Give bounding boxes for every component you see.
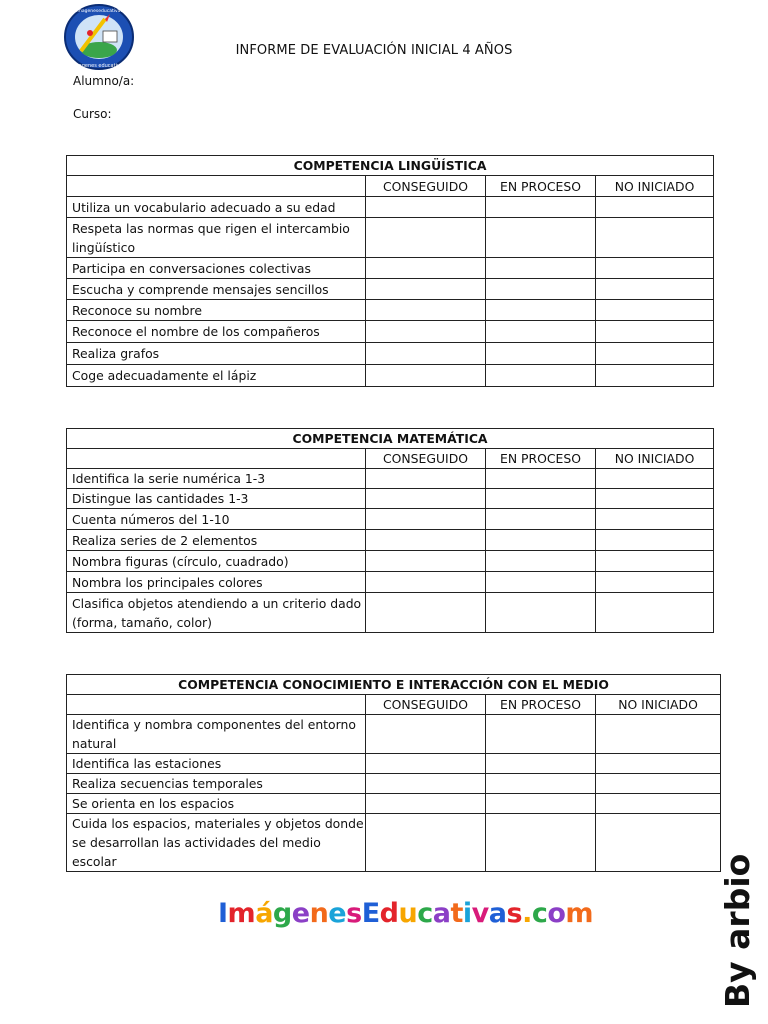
criterion-label: Clasifica objetos atendiendo a un criterio dado (forma, tamaño, color) <box>67 593 366 633</box>
brand-letter: v <box>471 898 489 929</box>
criterion-label: Cuenta números del 1-10 <box>67 509 366 530</box>
table-row <box>67 774 721 794</box>
table-row <box>67 489 714 509</box>
cell-conseguido[interactable] <box>366 197 486 218</box>
cell-conseguido[interactable] <box>366 794 486 814</box>
cell-en-proceso[interactable] <box>486 551 596 572</box>
section-title: COMPETENCIA CONOCIMIENTO E INTERACCIÓN CON EL MEDIO <box>67 675 721 695</box>
cell-en-proceso[interactable] <box>486 258 596 279</box>
cell-en-proceso[interactable] <box>486 794 596 814</box>
cell-conseguido[interactable] <box>366 774 486 794</box>
cell-no-iniciado[interactable] <box>596 530 714 551</box>
criterion-label: Reconoce su nombre <box>67 300 366 321</box>
logo-seal <box>63 3 135 71</box>
table-row <box>67 300 714 321</box>
brand-letter: m <box>227 898 256 929</box>
cell-no-iniciado[interactable] <box>596 197 714 218</box>
cell-en-proceso[interactable] <box>486 300 596 321</box>
cell-en-proceso[interactable] <box>486 715 596 754</box>
cell-en-proceso[interactable] <box>486 814 596 872</box>
brand-letter: c <box>531 898 548 929</box>
table-row <box>67 509 714 530</box>
evaluation-table-matematica <box>66 428 714 633</box>
cell-conseguido[interactable] <box>366 343 486 365</box>
cell-en-proceso[interactable] <box>486 279 596 300</box>
cell-no-iniciado[interactable] <box>596 754 721 774</box>
cell-conseguido[interactable] <box>366 258 486 279</box>
cell-en-proceso[interactable] <box>486 365 596 387</box>
table-row <box>67 530 714 551</box>
criterion-label: Utiliza un vocabulario adecuado a su edad <box>67 197 366 218</box>
cell-no-iniciado[interactable] <box>596 593 714 633</box>
cell-en-proceso[interactable] <box>486 469 596 489</box>
cell-no-iniciado[interactable] <box>596 321 714 343</box>
column-header-en-proceso: EN PROCESO <box>486 449 596 469</box>
cell-conseguido[interactable] <box>366 530 486 551</box>
brand-letter: s <box>506 898 523 929</box>
author-signature: By arbio <box>718 853 757 1008</box>
criterion-label: Realiza secuencias temporales <box>67 774 366 794</box>
table-row <box>67 365 714 387</box>
cell-no-iniciado[interactable] <box>596 218 714 258</box>
cell-en-proceso[interactable] <box>486 572 596 593</box>
section-title: COMPETENCIA LINGÜÍSTICA <box>67 156 714 176</box>
column-header-no-iniciado: NO INICIADO <box>596 695 721 715</box>
cell-en-proceso[interactable] <box>486 774 596 794</box>
evaluation-table-linguistica <box>66 155 714 387</box>
svg-text:imagenes educativas: imagenes educativas <box>72 63 126 69</box>
cell-no-iniciado[interactable] <box>596 469 714 489</box>
brand-letter: s <box>346 898 362 929</box>
cell-no-iniciado[interactable] <box>596 794 721 814</box>
evaluation-table-medio <box>66 674 721 872</box>
cell-no-iniciado[interactable] <box>596 279 714 300</box>
criterion-label: Realiza series de 2 elementos <box>67 530 366 551</box>
student-name-label: Alumno/a: <box>73 74 135 88</box>
cell-conseguido[interactable] <box>366 300 486 321</box>
table-row <box>67 197 714 218</box>
cell-en-proceso[interactable] <box>486 509 596 530</box>
brand-letter: t <box>450 898 463 929</box>
cell-no-iniciado[interactable] <box>596 551 714 572</box>
table-row <box>67 321 714 343</box>
brand-letter: c <box>417 898 433 929</box>
table-row <box>67 814 721 872</box>
brand-letter: a <box>488 898 507 929</box>
brand-letter: d <box>379 898 399 929</box>
table-row <box>67 754 721 774</box>
criterion-label: Participa en conversaciones colectivas <box>67 258 366 279</box>
table-row <box>67 218 714 258</box>
criterion-label: Nombra figuras (círculo, cuadrado) <box>67 551 366 572</box>
criterion-label: Identifica las estaciones <box>67 754 366 774</box>
brand-letter: á <box>255 898 273 929</box>
column-header-conseguido: CONSEGUIDO <box>366 695 486 715</box>
criterion-label: Se orienta en los espacios <box>67 794 366 814</box>
cell-conseguido[interactable] <box>366 321 486 343</box>
cell-conseguido[interactable] <box>366 489 486 509</box>
brand-logo-text <box>218 898 593 929</box>
cell-conseguido[interactable] <box>366 469 486 489</box>
column-header-conseguido: CONSEGUIDO <box>366 176 486 197</box>
table-row <box>67 715 721 754</box>
column-header-en-proceso: EN PROCESO <box>486 695 596 715</box>
cell-no-iniciado[interactable] <box>596 343 714 365</box>
svg-text:www.imageneseducativas.com: www.imageneseducativas.com <box>64 9 134 14</box>
cell-conseguido[interactable] <box>366 279 486 300</box>
brand-letter: I <box>218 898 228 929</box>
cell-no-iniciado[interactable] <box>596 715 721 754</box>
table-row <box>67 258 714 279</box>
brand-letter: m <box>565 898 594 929</box>
criterion-label: Identifica la serie numérica 1-3 <box>67 469 366 489</box>
brand-letter: . <box>522 898 532 929</box>
criterion-label: Escucha y comprende mensajes sencillos <box>67 279 366 300</box>
brand-letter: E <box>361 898 380 929</box>
cell-en-proceso[interactable] <box>486 218 596 258</box>
cell-en-proceso[interactable] <box>486 530 596 551</box>
cell-no-iniciado[interactable] <box>596 300 714 321</box>
criterion-label: Identifica y nombra componentes del entorno natural <box>67 715 366 754</box>
brand-letter: g <box>272 898 292 929</box>
brand-letter: u <box>398 898 418 929</box>
table-row <box>67 572 714 593</box>
column-header-no-iniciado: NO INICIADO <box>596 449 714 469</box>
brand-letter: i <box>462 898 472 929</box>
cell-no-iniciado[interactable] <box>596 774 721 794</box>
cell-en-proceso[interactable] <box>486 593 596 633</box>
table-row <box>67 343 714 365</box>
criteria-header-blank <box>67 176 366 197</box>
cell-en-proceso[interactable] <box>486 489 596 509</box>
table-row <box>67 279 714 300</box>
brand-letter: o <box>547 898 566 929</box>
criterion-label: Nombra los principales colores <box>67 572 366 593</box>
brand-letter: n <box>309 898 329 929</box>
cell-no-iniciado[interactable] <box>596 365 714 387</box>
table-row <box>67 593 714 633</box>
cell-no-iniciado[interactable] <box>596 489 714 509</box>
cell-no-iniciado[interactable] <box>596 258 714 279</box>
column-header-en-proceso: EN PROCESO <box>486 176 596 197</box>
cell-conseguido[interactable] <box>366 218 486 258</box>
criterion-label: Coge adecuadamente el lápiz <box>67 365 366 387</box>
brand-letter: e <box>328 898 347 929</box>
document-title: INFORME DE EVALUACIÓN INICIAL 4 AÑOS <box>235 43 513 58</box>
criteria-header-blank <box>67 695 366 715</box>
criteria-header-blank <box>67 449 366 469</box>
cell-no-iniciado[interactable] <box>596 814 721 872</box>
cell-conseguido[interactable] <box>366 509 486 530</box>
brand-letter: a <box>432 898 451 929</box>
brand-letter: e <box>291 898 310 929</box>
table-row <box>67 469 714 489</box>
column-header-no-iniciado: NO INICIADO <box>596 176 714 197</box>
cell-en-proceso[interactable] <box>486 197 596 218</box>
cell-conseguido[interactable] <box>366 754 486 774</box>
section-title: COMPETENCIA MATEMÁTICA <box>67 429 714 449</box>
criterion-label: Reconoce el nombre de los compañeros <box>67 321 366 343</box>
cell-en-proceso[interactable] <box>486 343 596 365</box>
column-header-conseguido: CONSEGUIDO <box>366 449 486 469</box>
criterion-label: Cuida los espacios, materiales y objetos donde se desarrollan las actividades del medio escolar <box>67 814 366 872</box>
cell-conseguido[interactable] <box>366 365 486 387</box>
cell-no-iniciado[interactable] <box>596 509 714 530</box>
criterion-label: Distingue las cantidades 1-3 <box>67 489 366 509</box>
cell-conseguido[interactable] <box>366 593 486 633</box>
table-row <box>67 551 714 572</box>
criterion-label: Respeta las normas que rigen el intercambio lingüístico <box>67 218 366 258</box>
cell-conseguido[interactable] <box>366 572 486 593</box>
cell-no-iniciado[interactable] <box>596 572 714 593</box>
cell-conseguido[interactable] <box>366 551 486 572</box>
table-row <box>67 794 721 814</box>
cell-conseguido[interactable] <box>366 814 486 872</box>
cell-en-proceso[interactable] <box>486 321 596 343</box>
course-label: Curso: <box>73 107 112 121</box>
cell-conseguido[interactable] <box>366 715 486 754</box>
cell-en-proceso[interactable] <box>486 754 596 774</box>
criterion-label: Realiza grafos <box>67 343 366 365</box>
